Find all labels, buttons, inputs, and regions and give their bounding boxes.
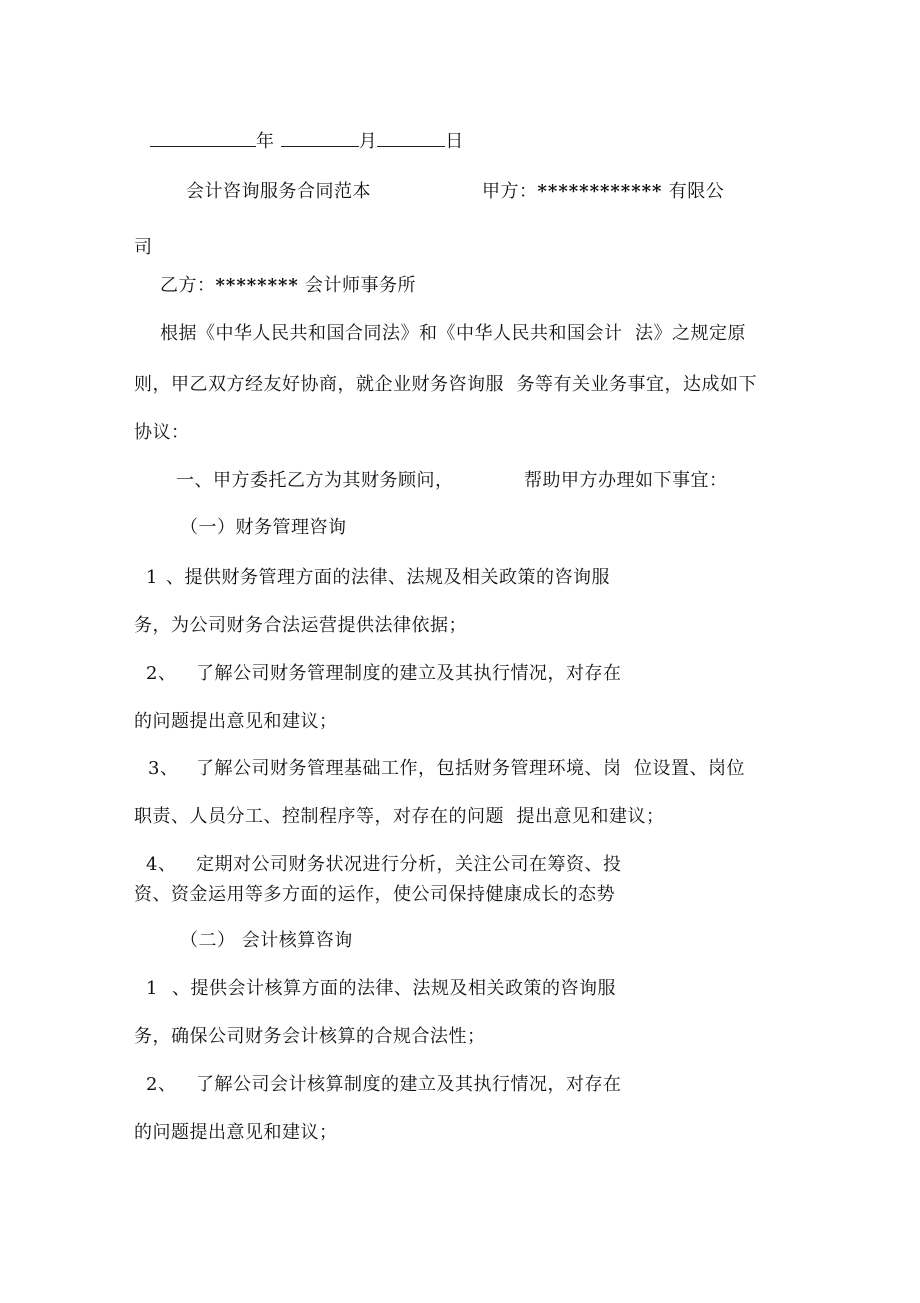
contract-title: 会计咨询服务合同范本 [186,181,371,202]
year-blank [150,130,256,147]
month-label: 月 [358,131,378,152]
party-b-label: 乙方： [160,275,216,296]
s2-item1-line1: 、提供会计核算方面的法律、法规及相关政策的咨询服 [172,978,616,999]
s1-item3-line2: 职责、人员分工、控制程序等，对存在的问题 提出意见和建议； [134,806,665,827]
s2-item2-line2: 的问题提出意见和建议； [134,1122,338,1143]
party-b-line [160,274,416,298]
day-label: 日 [445,131,464,152]
section2-heading: （二） 会计核算咨询 [180,930,353,951]
s2-item2-num: 2、 [146,1074,177,1095]
s1-item2-num: 2、 [146,663,177,684]
month-blank [281,130,359,147]
s1-item1-line2: 务，为公司财务合法运营提供法律依据； [134,615,467,636]
year-label: 年 [256,131,275,152]
intro-line-1: 根据《中华人民共和国合同法》和《中华人民共和国会计 法》之规定原 [160,323,746,344]
intro-line-2: 则，甲乙双方经友好协商，就企业财务咨询服 务等有关业务事宜，达成如下 [134,374,757,395]
section1-heading: （一）财务管理咨询 [180,517,347,538]
s2-item1-num: 1 [146,978,158,999]
day-blank [377,130,445,147]
party-a-wrap: 司 [134,237,153,258]
s2-item2-line1: 了解公司会计核算制度的建立及其执行情况，对存在 [196,1074,622,1095]
party-a-suffix: 有限公 [668,181,725,202]
party-b-mask: ******** [215,275,299,296]
s1-item1-line1: 、提供财务管理方面的法律、法规及相关政策的咨询服 [166,567,610,588]
s1-item4-line2: 资、资金运用等多方面的运作，使公司保持健康成长的态势 [134,884,615,905]
s1-item1-num: 1 [146,567,158,588]
party-a-mask: ************ [537,181,663,202]
s1-item3-line1: 了解公司财务管理基础工作，包括财务管理环境、岗 位设置、岗位 [196,758,745,779]
date-line [150,130,464,154]
intro-line-3: 协议： [134,422,190,443]
party-a-label: 甲方： [482,181,538,202]
s1-item4-line1: 定期对公司财务状况进行分析，关注公司在筹资、投 [196,854,622,875]
party-b-suffix: 会计师事务所 [305,275,417,296]
s1-item2-line2: 的问题提出意见和建议； [134,711,338,732]
clause1-part1: 一、甲方委托乙方为其财务顾问， [176,470,454,491]
s2-item1-line2: 务，确保公司财务会计核算的合规合法性； [134,1026,486,1047]
clause1-part2: 帮助甲方办理如下事宜： [524,470,728,491]
s1-item4-num: 4、 [146,854,177,875]
s1-item3-num: 3、 [148,758,179,779]
s1-item2-line1: 了解公司财务管理制度的建立及其执行情况，对存在 [196,663,622,684]
party-a-line [482,180,724,204]
